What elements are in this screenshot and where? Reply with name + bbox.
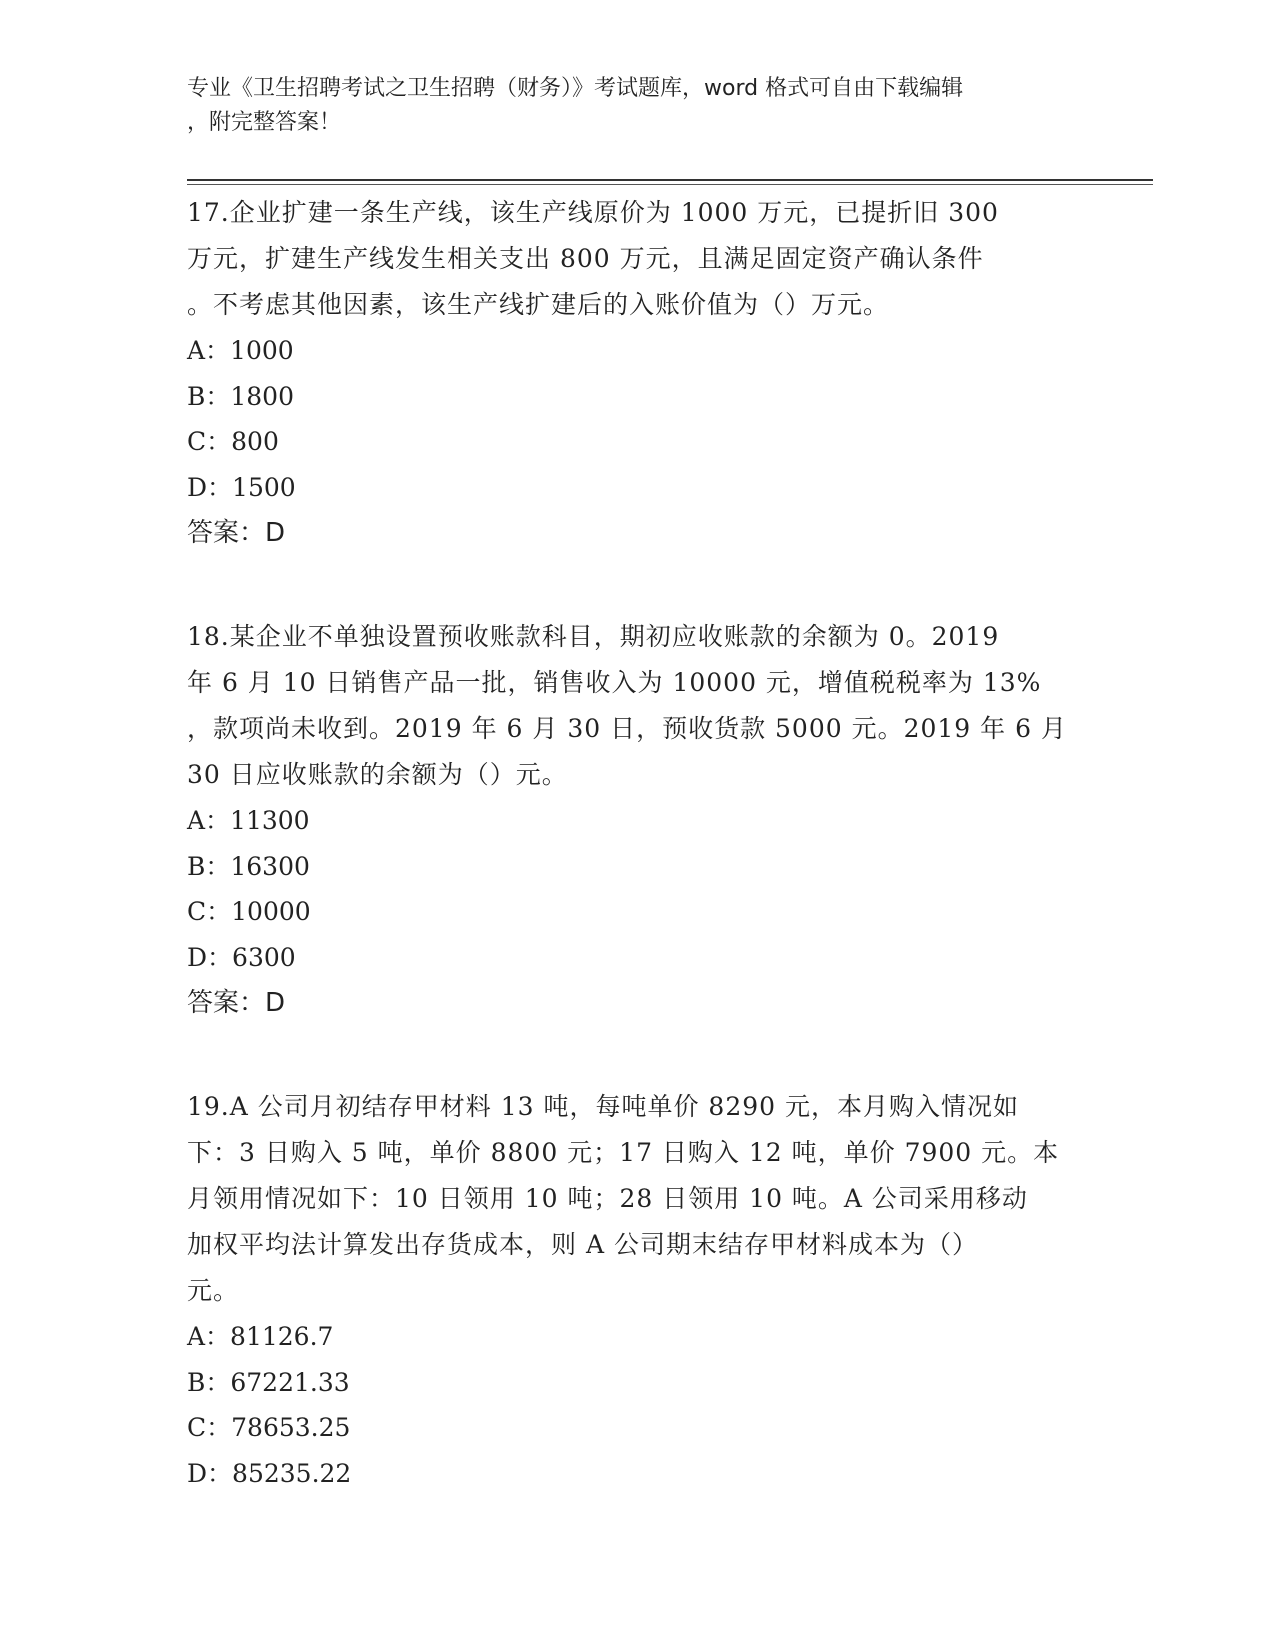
stem-line: 30 日应收账款的余额为（）元。 [187, 760, 568, 789]
option-b: B：1800 [187, 381, 294, 411]
stem-line: 万元，扩建生产线发生相关支出 800 万元，且满足固定资产确认条件 [187, 244, 984, 273]
header-divider-thick [187, 179, 1153, 181]
option-c: C：78653.25 [187, 1413, 351, 1442]
option-d: D：85235.22 [187, 1458, 352, 1488]
stem-line: 17.企业扩建一条生产线，该生产线原价为 1000 万元，已提折旧 300 [187, 198, 999, 227]
option-c: C：800 [187, 427, 279, 456]
header-divider-thin [187, 184, 1153, 185]
option-a: A：1000 [187, 336, 294, 365]
answer: 答案：D [187, 518, 286, 548]
answer: 答案：D [187, 988, 286, 1018]
question-17 [187, 190, 1067, 556]
question-19 [187, 1084, 1067, 1496]
stem-line: 下：3 日购入 5 吨，单价 8800 元；17 日购入 12 吨，单价 7900 元。本 [187, 1138, 1060, 1167]
option-a: A：11300 [187, 806, 310, 835]
question-stem [187, 190, 1067, 328]
option-a: A：81126.7 [187, 1322, 334, 1351]
stem-line: 月领用情况如下：10 日领用 10 吨；28 日领用 10 吨。A 公司采用移动 [187, 1184, 1028, 1213]
header-line-1: 专业《卫生招聘考试之卫生招聘（财务）》考试题库，word 格式可自由下载编辑 [187, 76, 964, 101]
question-list [187, 190, 1067, 1554]
question-stem [187, 614, 1067, 798]
header-line-2: ，附完整答案！ [187, 110, 342, 135]
option-d: D：6300 [187, 942, 296, 972]
option-b: B：67221.33 [187, 1367, 350, 1397]
question-stem [187, 1084, 1067, 1314]
stem-line: 元。 [187, 1276, 240, 1305]
question-18 [187, 614, 1067, 1026]
stem-line: 加权平均法计算发出存货成本，则 A 公司期末结存甲材料成本为（） [187, 1230, 978, 1259]
stem-line: 19.A 公司月初结存甲材料 13 吨，每吨单价 8290 元，本月购入情况如 [187, 1092, 1019, 1121]
option-c: C：10000 [187, 897, 311, 926]
stem-line: 。不考虑其他因素，该生产线扩建后的入账价值为（）万元。 [187, 290, 890, 319]
stem-line: 18.某企业不单独设置预收账款科目，期初应收账款的余额为 0。2019 [187, 622, 1000, 651]
stem-line: 年 6 月 10 日销售产品一批，销售收入为 10000 元，增值税税率为 13% [187, 668, 1042, 697]
option-d: D：1500 [187, 472, 296, 502]
option-b: B：16300 [187, 851, 310, 881]
stem-line: ，款项尚未收到。2019 年 6 月 30 日，预收货款 5000 元。2019 年 6 月 [187, 714, 1067, 743]
document-header [187, 72, 1067, 140]
